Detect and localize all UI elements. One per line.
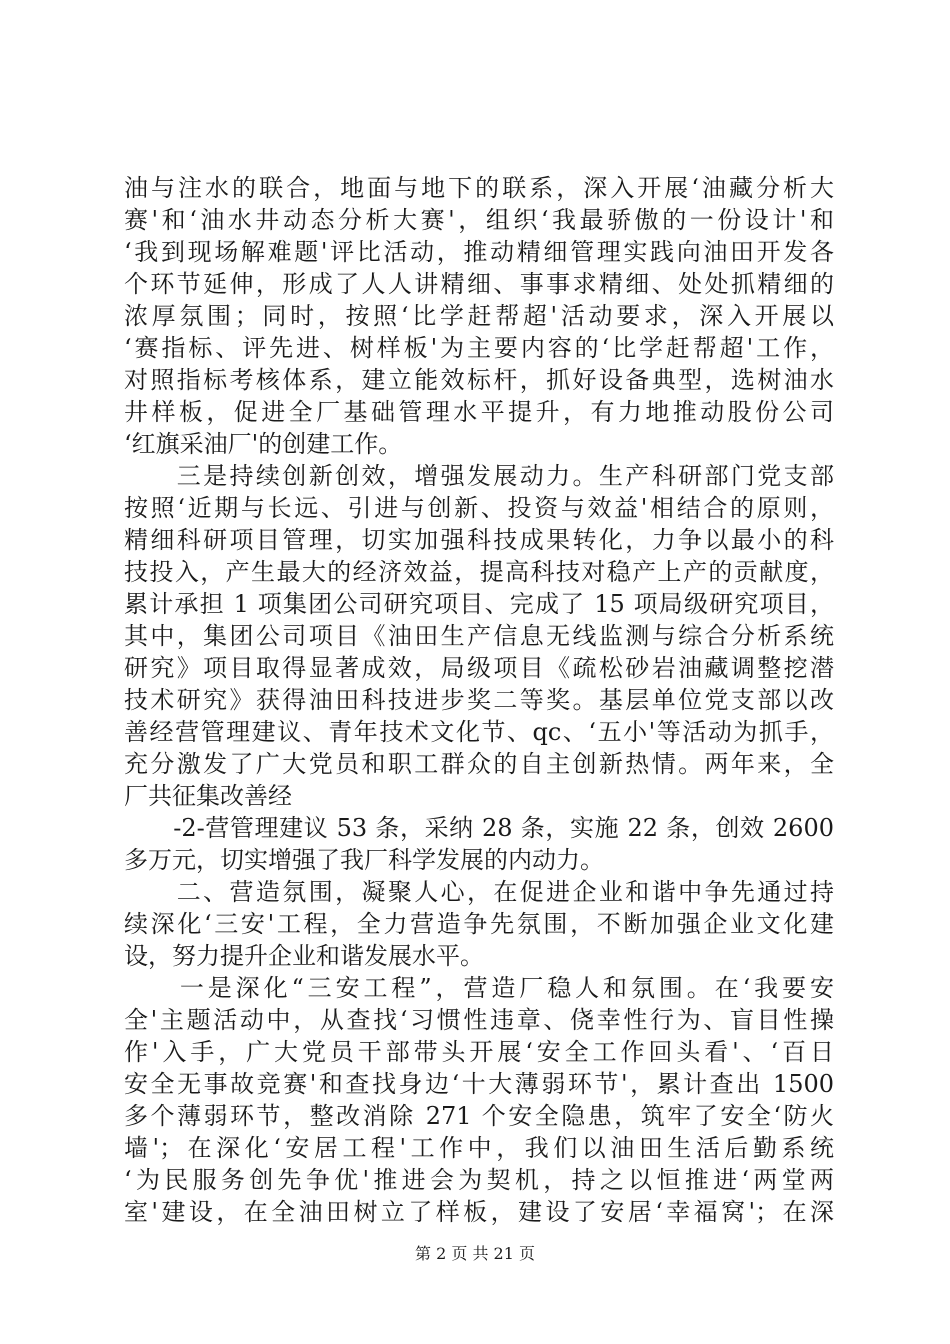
text-line: 精细科研项目管理，切实加强科技成果转化，力争以最小的科: [124, 526, 834, 554]
text-line: ‘赛指标、评先进、树样板'为主要内容的‘比学赶帮超'工作，: [124, 334, 834, 362]
text-line: 其中，集团公司项目《油田生产信息无线监测与综合分析系统: [124, 622, 834, 650]
text-line: 作'入手，广大党员干部带头开展‘安全工作回头看'、‘百日: [124, 1038, 834, 1066]
document-body: [124, 172, 834, 1228]
text-line: 一是深化“三安工程”，营造厂稳人和氛围。在‘我要安: [124, 974, 834, 1002]
text-line: 安全无事故竞赛'和查找身边‘十大薄弱环节'，累计查出 1500: [124, 1070, 834, 1098]
text-line: 研究》项目取得显著成效，局级项目《疏松砂岩油藏调整挖潜: [124, 654, 834, 682]
text-line: 对照指标考核体系，建立能效标杆，抓好设备典型，选树油水: [124, 366, 834, 394]
text-line: 室'建设，在全油田树立了样板，建设了安居‘幸福窝'；在深: [124, 1198, 834, 1226]
text-line: ‘我到现场解难题'评比活动，推动精细管理实践向油田开发各: [124, 238, 834, 266]
text-line: 善经营管理建议、青年技术文化节、qc、‘五小'等活动为抓手，: [124, 718, 834, 746]
text-line: 个环节延伸，形成了人人讲精细、事事求精细、处处抓精细的: [124, 270, 834, 298]
text-line: 浓厚氛围；同时，按照‘比学赶帮超'活动要求，深入开展以: [124, 302, 834, 330]
text-line: 井样板，促进全厂基础管理水平提升，有力地推动股份公司: [124, 398, 834, 426]
text-line: ‘红旗采油厂'的创建工作。: [124, 430, 403, 458]
text-line: 技投入，产生最大的经济效益，提高科技对稳产上产的贡献度，: [124, 558, 834, 586]
text-line: -2-营管理建议 53 条，采纳 28 条，实施 22 条，创效 2600: [124, 814, 834, 842]
text-line: 赛'和‘油水井动态分析大赛'，组织‘我最骄傲的一份设计'和: [124, 206, 834, 234]
text-line: 按照‘近期与长远、引进与创新、投资与效益'相结合的原则，: [124, 494, 834, 522]
text-line: 技术研究》获得油田科技进步奖二等奖。基层单位党支部以改: [124, 686, 834, 714]
text-line: 墙'；在深化‘安居工程'工作中，我们以油田生活后勤系统: [124, 1134, 834, 1162]
page-footer: 第 2 页 共 21 页: [415, 1244, 535, 1263]
text-line: 厂共征集改善经: [124, 782, 292, 810]
text-line: 充分激发了广大党员和职工群众的自主创新热情。两年来，全: [124, 750, 834, 778]
text-line: 全'主题活动中，从查找‘习惯性违章、侥幸性行为、盲目性操: [124, 1006, 834, 1034]
text-line: 多万元，切实增强了我厂科学发展的内动力。: [124, 846, 604, 874]
text-line: 设，努力提升企业和谐发展水平。: [124, 942, 484, 970]
text-line: 多个薄弱环节，整改消除 271 个安全隐患，筑牢了安全‘防火: [124, 1102, 834, 1130]
text-line: 油与注水的联合，地面与地下的联系，深入开展‘油藏分析大: [124, 174, 834, 202]
text-line: ‘为民服务创先争优'推进会为契机，持之以恒推进‘两堂两: [124, 1166, 834, 1194]
text-line: 三是持续创新创效，增强发展动力。生产科研部门党支部: [124, 462, 834, 490]
text-line: 续深化‘三安'工程，全力营造争先氛围，不断加强企业文化建: [124, 910, 834, 938]
text-line: 累计承担 1 项集团公司研究项目、完成了 15 项局级研究项目，: [124, 590, 834, 618]
text-line: 二、营造氛围，凝聚人心，在促进企业和谐中争先通过持: [124, 878, 834, 906]
